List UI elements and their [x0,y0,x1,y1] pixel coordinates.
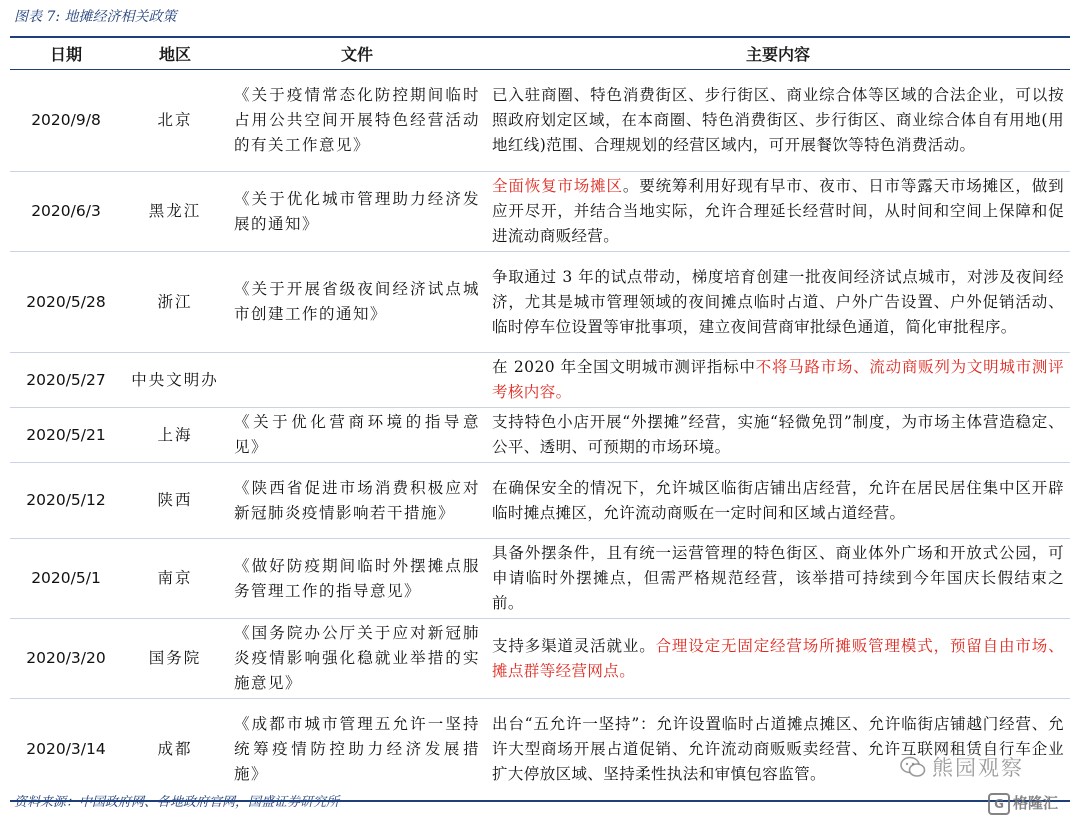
table-row [10,252,1070,353]
row-file [228,353,486,408]
brand-logo [988,792,1058,815]
content-highlight: 全面恢复市场摊区 [492,177,623,195]
row-date: 2020/5/12 [10,463,122,539]
row-file: 《成都市城市管理五允许一坚持统筹疫情防控助力经济发展措施》 [228,699,486,801]
table-row [10,70,1070,172]
row-date: 2020/5/28 [10,252,122,353]
row-file: 《陕西省促进市场消费积极应对新冠肺炎疫情影响若干措施》 [228,463,486,539]
table-row [10,699,1070,801]
row-content [486,539,1070,619]
content-text: 具备外摆条件，且有统一运营管理的特色街区、商业体外广场和开放式公园，可申请临时外摆摊点，但需严格规范经营，该举措可持续到今年国庆长假结束之前。 [492,544,1064,612]
table-row [10,353,1070,408]
row-date: 2020/3/20 [10,619,122,699]
row-content [486,699,1070,801]
header-content: 主要内容 [486,38,1070,70]
row-date: 2020/9/8 [10,70,122,172]
row-region: 陕西 [122,463,228,539]
brand-g-icon: G [988,793,1010,815]
row-date: 2020/3/14 [10,699,122,801]
row-content [486,619,1070,699]
wechat-icon [900,756,926,783]
content-text: 在确保安全的情况下，允许城区临街店铺出店经营，允许在居民居住集中区开辟临时摊点摊区，允许流动商贩在一定时间和区域占道经营。 [492,478,1064,522]
row-region: 国务院 [122,619,228,699]
content-text: 支持多渠道灵活就业。 [492,636,656,655]
header-region: 地区 [122,38,228,70]
row-region: 成都 [122,699,228,801]
row-date: 2020/5/1 [10,539,122,619]
row-file: 《关于优化城市管理助力经济发展的通知》 [228,172,486,252]
row-content [486,252,1070,353]
row-file: 《关于疫情常态化防控期间临时占用公共空间开展特色经营活动的有关工作意见》 [228,70,486,172]
content-text: 已入驻商圈、特色消费街区、步行街区、商业综合体等区域的合法企业，可以按照政府划定区域，在本商圈、特色消费街区、步行街区、商业综合体自有用地(用地红线)范围、合理规划的经营区域内，可开展餐饮等特色消费活动。 [492,86,1064,154]
content-text-after: 。要统筹利用好现有早市、夜市、日市等露天市场摊区，做到应开尽开，并结合当地实际，允许合理延长经营时间，从时间和空间上保障和促进流动商贩经营。 [492,177,1065,245]
row-region: 北京 [122,70,228,172]
brand-text: 格隆汇 [1013,794,1059,812]
content-highlight: 不将马路市场、流动商贩列为文明城市测评考核内容。 [492,358,1064,401]
watermark-text: 熊园观察 [932,756,1024,780]
policy-table [10,38,1070,802]
table-row [10,539,1070,619]
row-region: 南京 [122,539,228,619]
row-content [486,172,1070,252]
watermark [900,752,1024,783]
table-row [10,463,1070,539]
content-text: 出台“五允许一坚持”：允许设置临时占道摊点摊区、允许临街店铺越门经营、允许大型商场开展占道促销、允许流动商贩贩卖经营、允许互联网租赁自行车企业扩大停放区域、坚持柔性执法和审慎包容监管。 [492,714,1064,783]
row-date: 2020/6/3 [10,172,122,252]
row-region: 浙江 [122,252,228,353]
content-text: 支持特色小店开展“外摆摊”经营，实施“轻微免罚”制度，为市场主体营造稳定、公平、透明、可预期的市场环境。 [492,413,1064,456]
header-date: 日期 [10,38,122,70]
table-row [10,408,1070,463]
content-highlight: 合理设定无固定经营场所摊贩管理模式，预留自由市场、摊点群等经营网点。 [492,636,1064,680]
header-file: 文件 [228,38,486,70]
figure-caption: 图表 7: 地摊经济相关政策 [14,9,177,25]
row-content [486,463,1070,539]
row-date: 2020/5/21 [10,408,122,463]
row-region: 上海 [122,408,228,463]
row-content [486,353,1070,408]
table-header-row [10,38,1070,70]
source-note: 资料来源：中国政府网、各地政府官网，国盛证券研究所 [14,795,340,810]
table-row [10,619,1070,699]
row-region: 中央文明办 [122,353,228,408]
row-content [486,70,1070,172]
row-date: 2020/5/27 [10,353,122,408]
table-row [10,172,1070,252]
content-text: 在 2020 年全国文明城市测评指标中 [492,358,756,376]
row-file: 《国务院办公厅关于应对新冠肺炎疫情影响强化稳就业举措的实施意见》 [228,619,486,699]
row-content [486,408,1070,463]
row-file: 《关于优化营商环境的指导意见》 [228,408,486,463]
row-file: 《做好防疫期间临时外摆摊点服务管理工作的指导意见》 [228,539,486,619]
content-text: 争取通过 3 年的试点带动，梯度培育创建一批夜间经济试点城市，对涉及夜间经济，尤其是城市管理领域的夜间摊点临时占道、户外广告设置、户外促销活动、临时停车位设置等审批事项，建立夜间营商审批绿色通道，简化审批程序。 [492,267,1064,336]
row-region: 黑龙江 [122,172,228,252]
row-file: 《关于开展省级夜间经济试点城市创建工作的通知》 [228,252,486,353]
